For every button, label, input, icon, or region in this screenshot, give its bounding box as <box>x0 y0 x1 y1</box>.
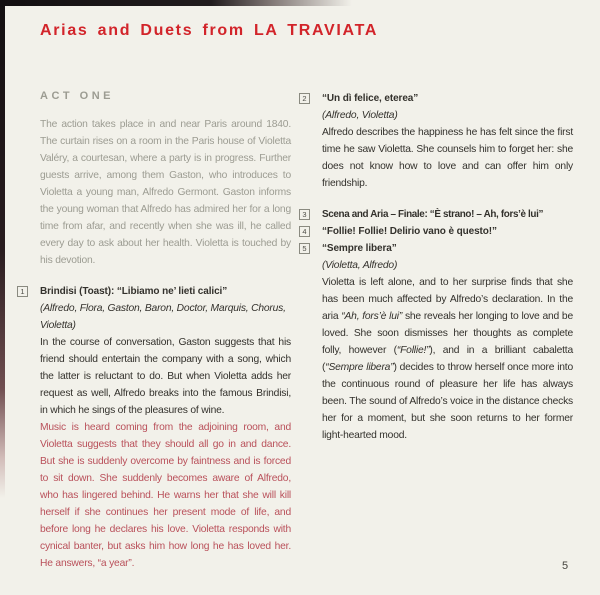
track-title: “Un dì felice, eterea” <box>322 93 419 104</box>
description-segment: she reveals her longing to love and be loved. She soon dismisses her thoughts as complete folly, however ( <box>322 311 573 356</box>
track-title: Scena and Aria – Finale: “È strano! – Ah, fors’è lui” <box>322 209 544 220</box>
page-number: 5 <box>562 560 569 572</box>
track-item-2 <box>302 90 573 192</box>
left-column <box>20 90 291 572</box>
track-item-1 <box>20 283 291 572</box>
act-heading: ACT ONE <box>40 90 114 102</box>
track-item-4 <box>302 223 573 240</box>
track-performers: (Violetta, Alfredo) <box>322 260 398 271</box>
scan-edge-left <box>0 0 5 498</box>
aria-title-inline: “Follie!” <box>396 345 430 356</box>
track-number-badge: 3 <box>299 209 310 220</box>
aria-title-inline: “Ah, fors’è lui” <box>341 311 403 322</box>
track-title: Brindisi (Toast): “Libiamo ne’ lieti calici” <box>40 286 228 297</box>
right-column <box>302 90 573 444</box>
description-segment: ) decides to throw herself once more into the continuous round of pleasure her life has always been. The sound of Alfredo’s voice in the distance checks her for a moment, but she soon returns to her former light-hearted mood. <box>322 362 573 441</box>
stage-note: Music is heard coming from the adjoining room, and Violetta suggests that they should all go in and dance. But she is suddenly overcome by faintness and is forced to sit down. She suddenly becomes aware of Alfredo, who has lingered behind. He warns her that she will kill herself if she continues her present mode of life, and before long he declares his love. Violetta responds with cynical banter, but asks him how long he has loved her. He answers, “a year”. <box>40 422 291 569</box>
scan-edge-top <box>0 0 440 6</box>
track-description: In the course of conversation, Gaston suggests that his friend should entertain the company with a song, which the latter is reluctant to do. But when Violetta adds her request as well, Alfredo breaks into the famous Brindisi, in which he sings of the pleasures of wine. <box>40 337 291 416</box>
page-title: Arias and Duets from LA TRAVIATA <box>40 22 379 39</box>
track-item-5 <box>302 240 573 444</box>
intro-paragraph: The action takes place in and near Paris around 1840. The curtain rises on a room in the Paris house of Violetta Valéry, a courtesan, where a party is in progress. Further guests arrive, among them Gaston, who introduces to Violetta a young man, Alfredo Germont. Gaston informs the young woman that Alfredo has admired her for a long time from afar, and recently when she was ill, he called every day to ask about her health. Violetta is touched by his devotion. <box>40 119 291 266</box>
track-number-badge: 4 <box>299 226 310 237</box>
track-item-3 <box>302 206 573 223</box>
track-title: “Sempre libera” <box>322 243 397 254</box>
aria-title-inline: “Sempre libera” <box>325 362 394 373</box>
description-segment: Violetta is left alone, and to her surprise finds that she has been much affected by Alfredo’s declaration. In the aria <box>322 277 573 322</box>
track-description: Alfredo describes the happiness he has felt since the first time he saw Violetta. She counsels him to forget her: she does not know how to love and can offer him only friendship. <box>322 127 573 189</box>
description-segment: ), and in a brilliant cabaletta ( <box>322 345 573 373</box>
track-performers: (Alfredo, Flora, Gaston, Baron, Doctor, Marquis, Chorus, Violetta) <box>40 303 286 331</box>
track-performers: (Alfredo, Violetta) <box>322 110 398 121</box>
track-number-badge: 2 <box>299 93 310 104</box>
track-number-badge: 5 <box>299 243 310 254</box>
track-description <box>322 274 573 444</box>
track-number-badge: 1 <box>17 286 28 297</box>
track-title: “Follie! Follie! Delirio vano è questo!” <box>322 226 497 237</box>
